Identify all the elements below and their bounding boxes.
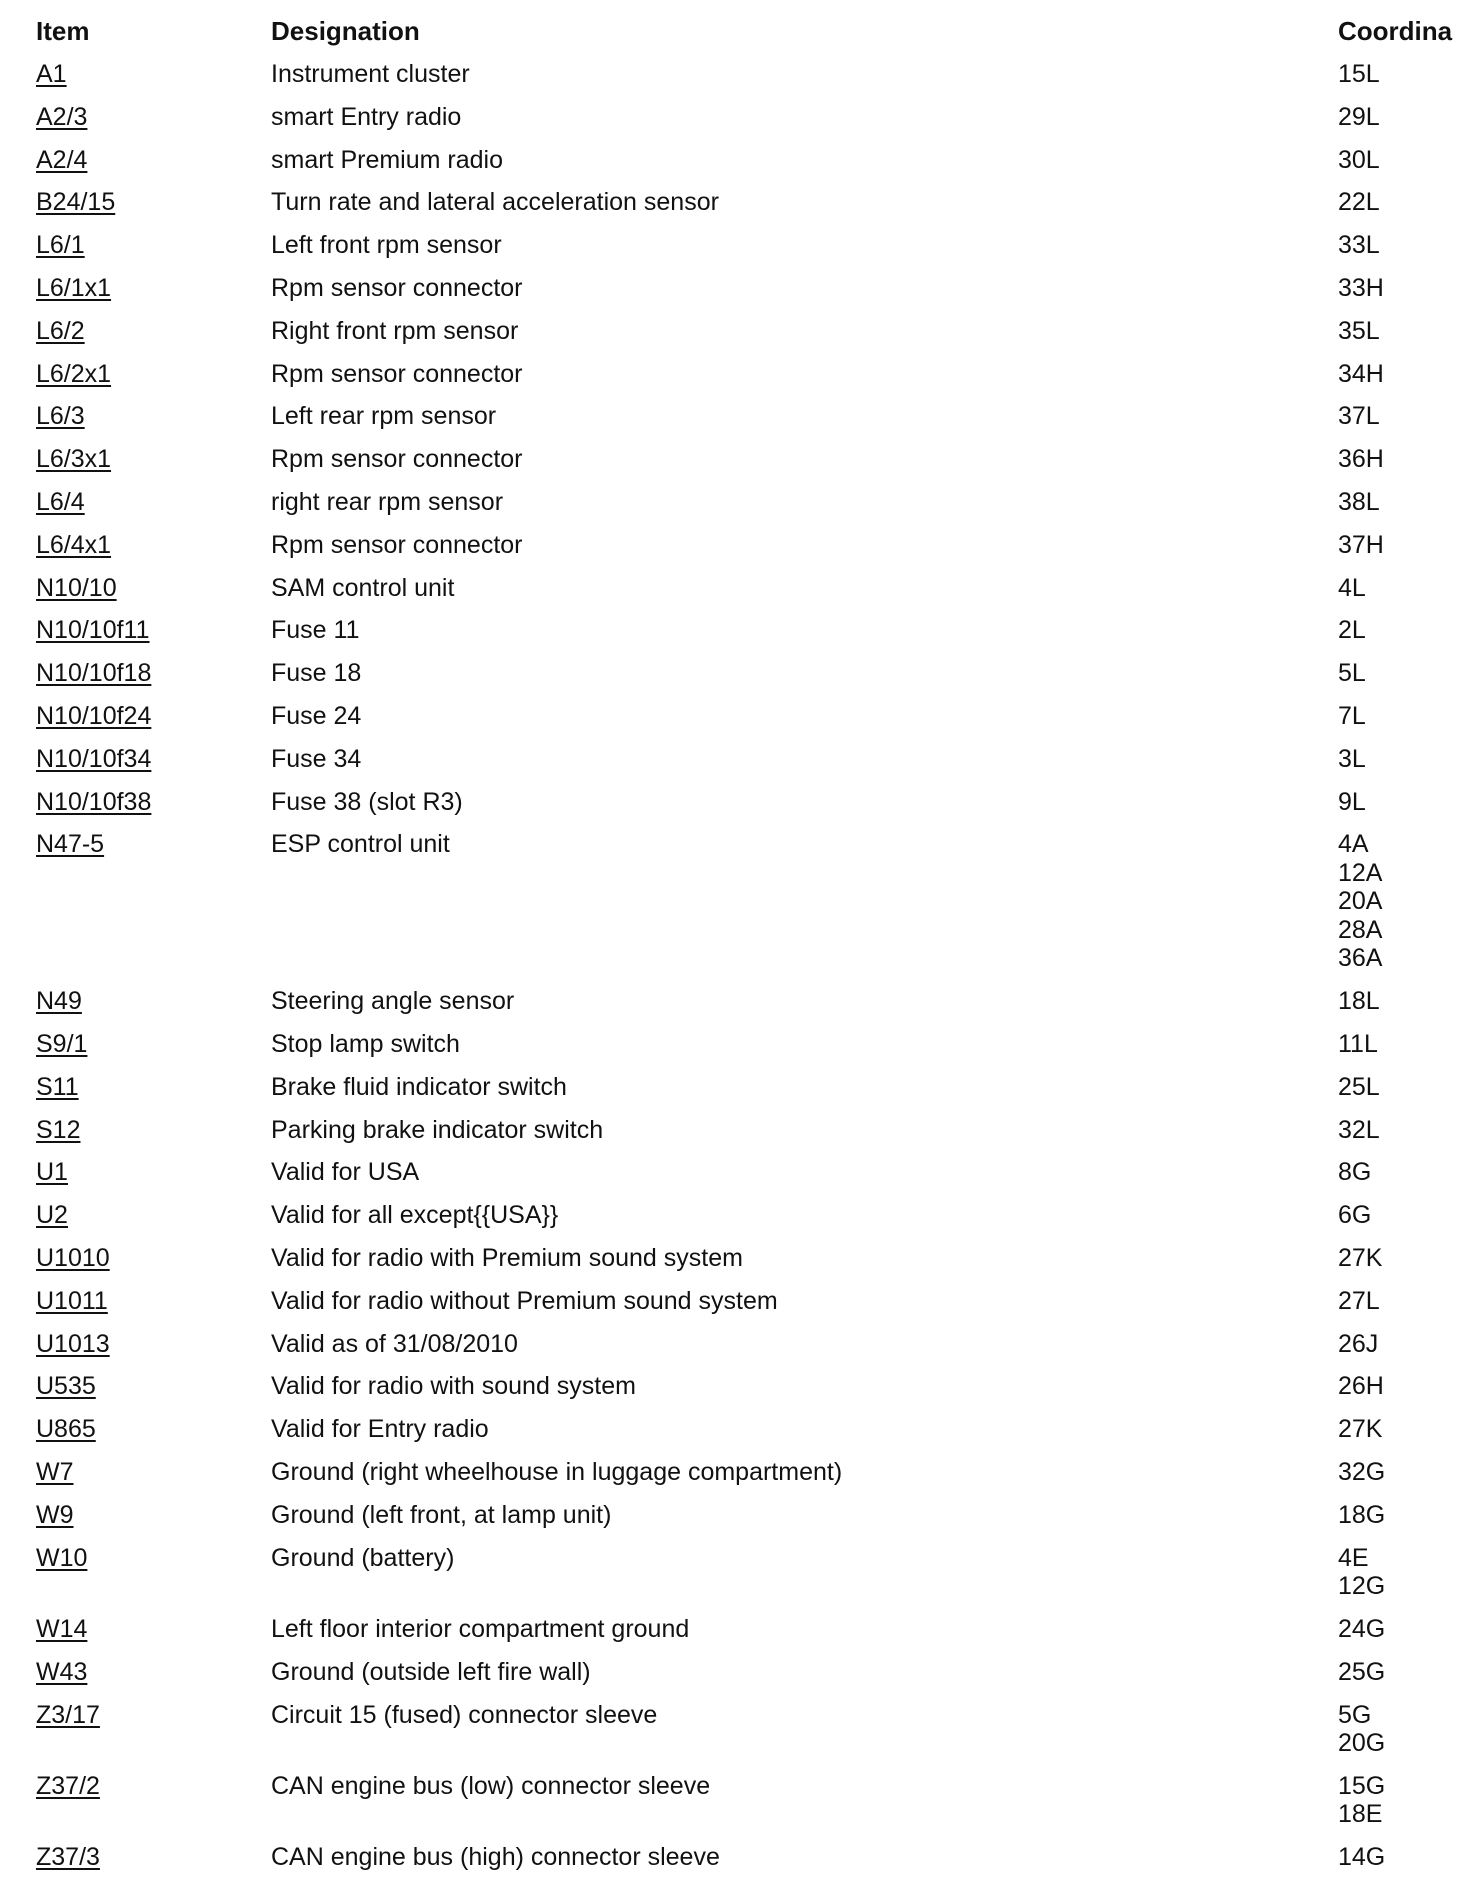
item-link[interactable]: W14 xyxy=(36,1614,88,1643)
coordinates-cell xyxy=(1338,1030,1458,1059)
coordinate-value: 26H xyxy=(1338,1372,1384,1401)
coordinate-value: 15L xyxy=(1338,60,1380,88)
designation-text: Valid for radio with sound system xyxy=(271,1372,636,1401)
item-link[interactable]: W10 xyxy=(36,1543,88,1572)
item-link[interactable]: L6/3x1 xyxy=(36,445,112,474)
coordinates-cell xyxy=(1338,488,1458,517)
coordinates-cell xyxy=(1338,1843,1458,1872)
designation-text: Fuse 24 xyxy=(271,702,362,730)
coordinates-cell xyxy=(1338,987,1458,1016)
coordinates-cell xyxy=(1338,702,1458,731)
item-link[interactable]: N10/10f34 xyxy=(36,744,152,773)
coordinates-cell xyxy=(1338,788,1458,817)
coordinates-cell xyxy=(1338,745,1458,774)
designation-text: smart Entry radio xyxy=(271,102,462,131)
coordinates-cell xyxy=(1338,103,1458,132)
coordinates-cell xyxy=(1338,146,1458,175)
item-link[interactable]: Z37/2 xyxy=(36,1771,100,1800)
item-link[interactable]: W9 xyxy=(36,1500,74,1529)
designation-text: Instrument cluster xyxy=(271,60,470,88)
designation-text: Valid for Entry radio xyxy=(271,1415,489,1444)
item-link[interactable]: A2/4 xyxy=(36,145,88,174)
designation-text: CAN engine bus (low) connector sleeve xyxy=(271,1771,711,1800)
coordinate-value: 26J xyxy=(1338,1329,1379,1358)
coordinate-value: 38L xyxy=(1338,488,1380,516)
item-link[interactable]: Z3/17 xyxy=(36,1700,100,1729)
item-link[interactable]: L6/1 xyxy=(36,231,85,260)
coordinates-cell xyxy=(1338,1415,1458,1444)
item-link[interactable]: L6/3 xyxy=(36,402,85,431)
item-link[interactable]: N49 xyxy=(36,987,82,1016)
item-link[interactable]: U535 xyxy=(36,1372,96,1401)
item-link[interactable]: S12 xyxy=(36,1115,81,1144)
designation-text: Ground (outside left fire wall) xyxy=(271,1657,591,1686)
designation-text: Fuse 11 xyxy=(271,616,360,645)
item-link[interactable]: L6/2x1 xyxy=(36,359,112,388)
coordinates-cell xyxy=(1338,1372,1458,1401)
coordinate-value: 37H xyxy=(1338,530,1384,559)
header-item: Item xyxy=(36,16,90,46)
coordinate-value: 5G xyxy=(1338,1700,1372,1729)
item-link[interactable]: Z37/3 xyxy=(36,1843,100,1872)
coordinate-value: 20G xyxy=(1338,1729,1386,1757)
coordinates-cell xyxy=(1338,1244,1458,1273)
item-link[interactable]: U1010 xyxy=(36,1244,110,1272)
item-link[interactable]: N10/10f38 xyxy=(36,787,152,816)
header-designation: Designation xyxy=(271,16,420,46)
designation-text: Fuse 38 (slot R3) xyxy=(271,787,463,816)
coordinates-cell xyxy=(1338,1287,1458,1316)
designation-text: ESP control unit xyxy=(271,830,450,859)
item-link[interactable]: N10/10f11 xyxy=(36,616,150,645)
coordinates-cell xyxy=(1338,616,1458,645)
coordinates-cell xyxy=(1338,1658,1458,1687)
item-link[interactable]: L6/2 xyxy=(36,316,85,345)
item-link[interactable]: N10/10f24 xyxy=(36,702,152,730)
coordinates-cell xyxy=(1338,1330,1458,1359)
coordinates-cell xyxy=(1338,317,1458,346)
coordinate-value: 5L xyxy=(1338,659,1366,688)
coordinate-value: 9L xyxy=(1338,787,1366,816)
coordinate-value: 24G xyxy=(1338,1614,1386,1643)
designation-text: right rear rpm sensor xyxy=(271,488,504,516)
designation-text: Fuse 18 xyxy=(271,659,362,688)
coordinates-cell xyxy=(1338,574,1458,603)
coordinate-value: 11L xyxy=(1338,1030,1378,1058)
designation-text: Stop lamp switch xyxy=(271,1030,460,1058)
coordinate-value: 35L xyxy=(1338,316,1380,345)
designation-text: Right front rpm sensor xyxy=(271,316,519,345)
item-link[interactable]: S9/1 xyxy=(36,1030,88,1058)
designation-text: Left rear rpm sensor xyxy=(271,402,497,431)
designation-text: Valid as of 31/08/2010 xyxy=(271,1329,518,1358)
coordinate-value: 18L xyxy=(1338,987,1380,1016)
coordinates-cell xyxy=(1338,531,1458,560)
designation-text: Valid for all except{{USA}} xyxy=(271,1201,559,1230)
coordinate-value: 32G xyxy=(1338,1458,1386,1486)
coordinate-value: 25G xyxy=(1338,1657,1386,1686)
designation-text: smart Premium radio xyxy=(271,145,503,174)
coordinate-value: 4A xyxy=(1338,830,1369,859)
designation-text: Rpm sensor connector xyxy=(271,274,523,302)
item-link[interactable]: U865 xyxy=(36,1415,96,1444)
coordinate-value: 4L xyxy=(1338,573,1366,602)
item-link[interactable]: W43 xyxy=(36,1657,88,1686)
coordinate-value: 25L xyxy=(1338,1072,1380,1101)
designation-text: CAN engine bus (high) connector sleeve xyxy=(271,1843,720,1872)
coordinates-cell xyxy=(1338,1701,1458,1758)
designation-text: Rpm sensor connector xyxy=(271,359,523,388)
item-link[interactable]: U2 xyxy=(36,1201,68,1230)
item-link[interactable]: U1013 xyxy=(36,1329,110,1358)
designation-text: Valid for USA xyxy=(271,1158,420,1187)
item-link[interactable]: S11 xyxy=(36,1072,79,1101)
coordinate-value: 34H xyxy=(1338,359,1384,388)
coordinate-value: 2L xyxy=(1338,616,1366,645)
coordinate-value: 4E xyxy=(1338,1543,1369,1572)
item-link[interactable]: A1 xyxy=(36,60,67,88)
designation-text: SAM control unit xyxy=(271,573,455,602)
coordinate-value: 27K xyxy=(1338,1415,1383,1444)
item-link[interactable]: U1011 xyxy=(36,1286,108,1315)
designation-text: Rpm sensor connector xyxy=(271,445,523,474)
coordinate-value: 12A xyxy=(1338,858,1383,887)
item-link[interactable]: U1 xyxy=(36,1158,68,1187)
coordinates-cell xyxy=(1338,830,1458,973)
coordinate-value: 18G xyxy=(1338,1500,1386,1529)
item-link[interactable]: A2/3 xyxy=(36,102,88,131)
coordinates-cell xyxy=(1338,1458,1458,1487)
coordinates-cell xyxy=(1338,1772,1458,1829)
coordinate-value: 36H xyxy=(1338,445,1384,474)
item-link[interactable]: N10/10f18 xyxy=(36,659,152,688)
coordinates-cell xyxy=(1338,1544,1458,1601)
item-link[interactable]: L6/4 xyxy=(36,488,85,516)
designation-text: Steering angle sensor xyxy=(271,987,515,1016)
coordinate-value: 32L xyxy=(1338,1115,1380,1144)
designation-text: Ground (left front, at lamp unit) xyxy=(271,1500,612,1529)
coordinate-value: 20A xyxy=(1338,887,1383,916)
coordinate-value: 8G xyxy=(1338,1158,1372,1187)
designation-text: Ground (right wheelhouse in luggage compartment) xyxy=(271,1458,843,1486)
coordinate-value: 7L xyxy=(1338,702,1366,730)
designation-text: Ground (battery) xyxy=(271,1543,455,1572)
designation-text: Circuit 15 (fused) connector sleeve xyxy=(271,1700,658,1729)
designation-text: Left floor interior compartment ground xyxy=(271,1614,690,1643)
designation-text: Parking brake indicator switch xyxy=(271,1115,604,1144)
coordinate-value: 33L xyxy=(1338,231,1380,260)
coordinate-value: 30L xyxy=(1338,145,1380,174)
coordinates-cell xyxy=(1338,231,1458,260)
coordinates-cell xyxy=(1338,402,1458,431)
item-link[interactable]: L6/1x1 xyxy=(36,274,112,302)
coordinate-value: 6G xyxy=(1338,1201,1372,1230)
header-coordinates: Coordina xyxy=(1338,16,1453,46)
item-link[interactable]: B24/15 xyxy=(36,188,116,217)
designation-text: Left front rpm sensor xyxy=(271,231,502,260)
coordinate-value: 14G xyxy=(1338,1843,1386,1872)
coordinates-cell xyxy=(1338,445,1458,474)
coordinates-cell xyxy=(1338,1116,1458,1145)
designation-text: Turn rate and lateral acceleration sensor xyxy=(271,188,719,217)
designation-text: Rpm sensor connector xyxy=(271,530,523,559)
designation-text: Valid for radio without Premium sound system xyxy=(271,1286,778,1315)
coordinate-value: 37L xyxy=(1338,402,1380,431)
designation-text: Valid for radio with Premium sound system xyxy=(271,1244,743,1272)
item-link[interactable]: L6/4x1 xyxy=(36,530,112,559)
item-link[interactable]: N47-5 xyxy=(36,830,105,859)
coordinate-value: 27L xyxy=(1338,1286,1380,1315)
coordinate-value: 27K xyxy=(1338,1244,1383,1272)
coordinates-cell xyxy=(1338,1501,1458,1530)
coordinate-value: 28A xyxy=(1338,915,1383,944)
coordinate-value: 3L xyxy=(1338,744,1366,773)
coordinates-cell xyxy=(1338,1615,1458,1644)
coordinate-value: 33H xyxy=(1338,274,1384,302)
designation-text: Brake fluid indicator switch xyxy=(271,1072,567,1101)
coordinates-cell xyxy=(1338,1073,1458,1102)
coordinate-value: 12G xyxy=(1338,1572,1386,1601)
coordinates-cell xyxy=(1338,60,1458,89)
item-link[interactable]: W7 xyxy=(36,1458,74,1486)
coordinates-cell xyxy=(1338,188,1458,217)
coordinate-value: 18E xyxy=(1338,1800,1383,1829)
designation-text: Fuse 34 xyxy=(271,744,362,773)
coordinates-cell xyxy=(1338,360,1458,389)
coordinate-value: 36A xyxy=(1338,944,1383,973)
coordinates-cell xyxy=(1338,1201,1458,1230)
coordinates-cell xyxy=(1338,659,1458,688)
coordinate-value: 22L xyxy=(1338,188,1380,217)
item-link[interactable]: N10/10 xyxy=(36,573,117,602)
coordinates-cell xyxy=(1338,1158,1458,1187)
coordinates-cell xyxy=(1338,274,1458,303)
coordinate-value: 29L xyxy=(1338,102,1380,131)
coordinate-value: 15G xyxy=(1338,1771,1386,1800)
